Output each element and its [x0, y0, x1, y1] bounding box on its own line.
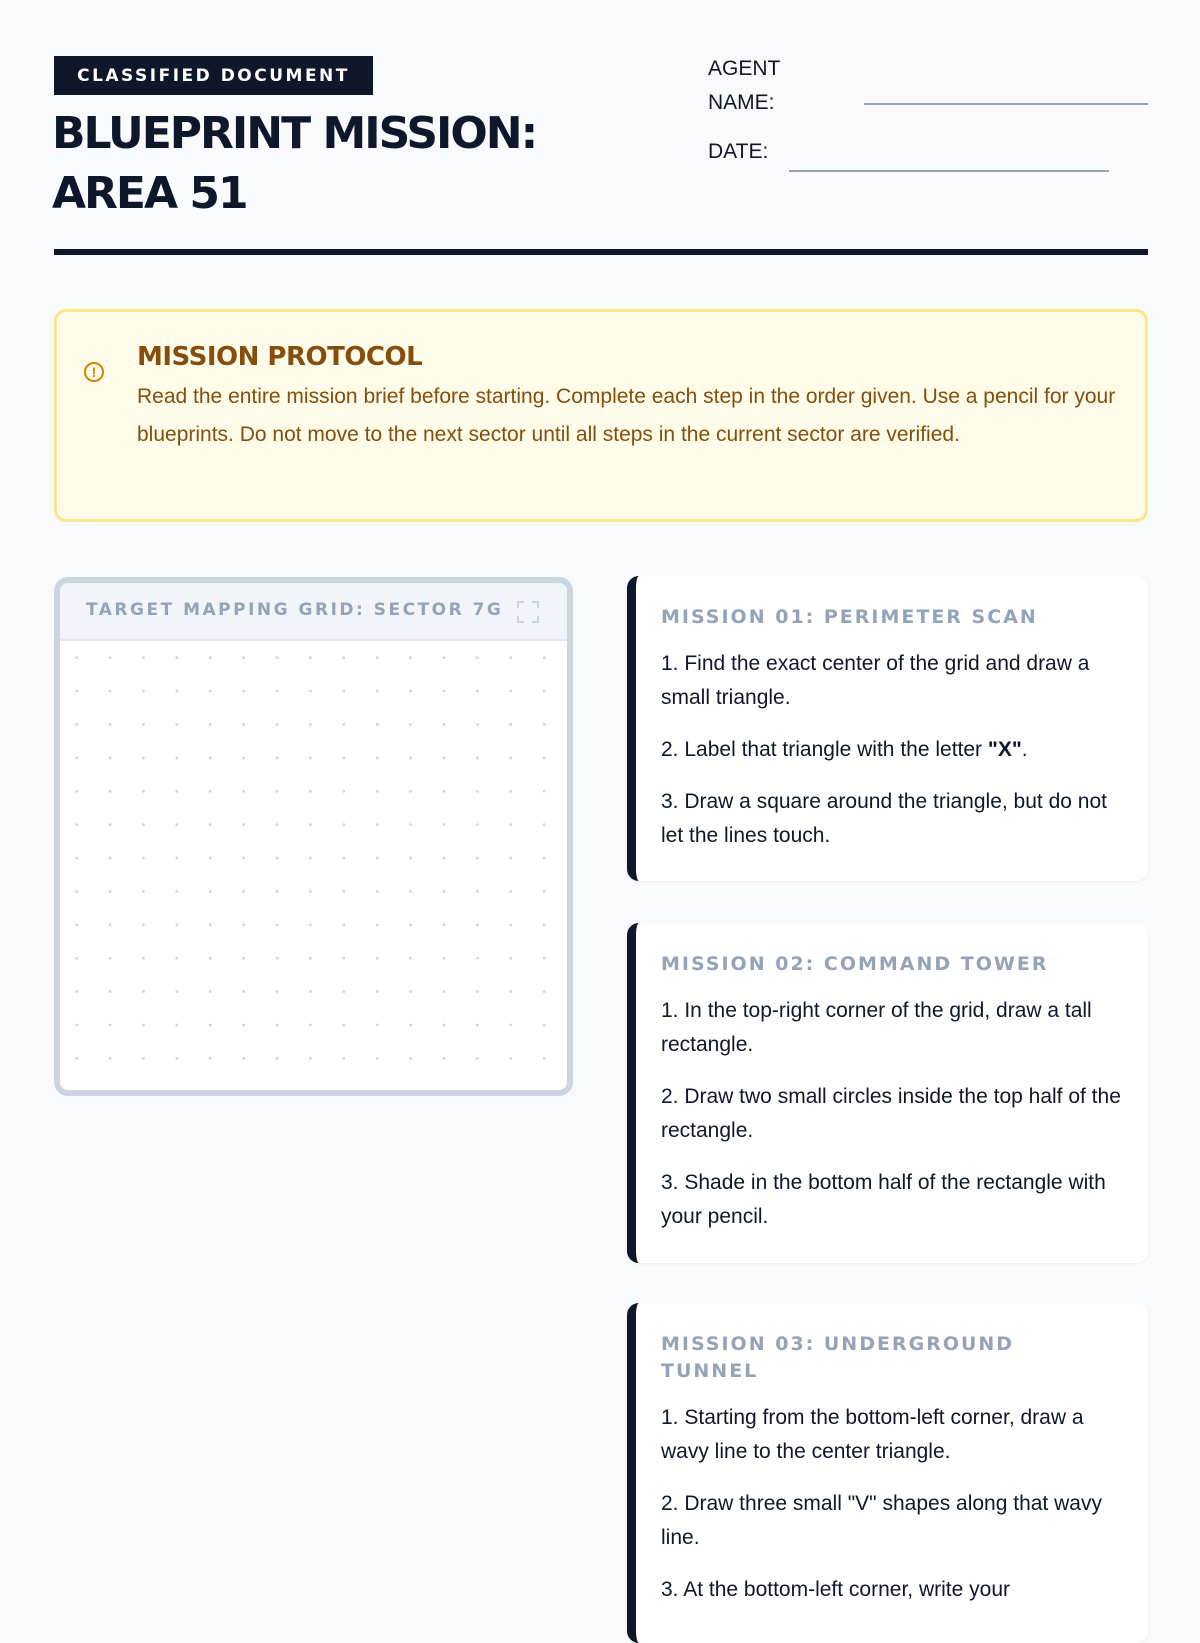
expand-icon[interactable] — [517, 601, 539, 623]
mission-step-text: 2. Label that triangle with the letter — [661, 738, 988, 761]
mission-card-02 — [627, 923, 1148, 1263]
target-mapping-grid — [54, 577, 573, 1096]
agent-name-label — [708, 52, 780, 120]
date-field[interactable] — [789, 170, 1109, 172]
mission-protocol-box — [54, 309, 1148, 522]
mission-step: 1. Find the exact center of the grid and draw a small triangle. — [661, 652, 1090, 709]
mission-title: MISSION 03: UNDERGROUND TUNNEL — [661, 1333, 1015, 1382]
classified-badge: CLASSIFIED DOCUMENT — [54, 56, 373, 95]
mission-step: 2. Draw two small circles inside the top half of the rectangle. — [661, 1085, 1121, 1142]
grid-header — [60, 583, 567, 641]
mission-step-text: . — [1021, 738, 1028, 761]
agent-name-label-line-2: NAME: — [708, 91, 775, 114]
mission-step: 2. Draw three small "V" shapes along that wavy line. — [661, 1492, 1102, 1549]
mission-card-03 — [627, 1303, 1148, 1643]
mission-step: 1. Starting from the bottom-left corner, draw a wavy line to the center triangle. — [661, 1406, 1084, 1463]
mission-step: 3. Shade in the bottom half of the rectangle with your pencil. — [661, 1171, 1106, 1228]
dot-grid[interactable] — [60, 641, 567, 1090]
mission-step — [661, 733, 1128, 767]
agent-name-label-line-1: AGENT — [708, 57, 781, 80]
agent-name-field[interactable] — [864, 103, 1148, 105]
mission-step: 3. Draw a square around the triangle, but do not let the lines touch. — [661, 790, 1107, 847]
mission-step-emphasis: "X" — [987, 738, 1022, 761]
protocol-title: MISSION PROTOCOL — [137, 342, 423, 372]
mission-title: MISSION 01: PERIMETER SCAN — [661, 606, 1038, 628]
page-title-line-1: BLUEPRINT MISSION: — [52, 108, 537, 159]
page-title-line-2: AREA 51 — [52, 168, 247, 219]
page-title — [52, 104, 652, 224]
mission-title: MISSION 02: COMMAND TOWER — [661, 953, 1049, 975]
mission-step: 3. At the bottom-left corner, write your — [661, 1578, 1010, 1601]
date-label: DATE: — [708, 140, 769, 163]
mission-card-01 — [627, 576, 1148, 881]
header-divider — [54, 249, 1148, 255]
protocol-text: Read the entire mission brief before starting. Complete each step in the order given. Use a pencil for your blueprints. Do not move to the next sector until all steps in the current sector are verified. — [137, 385, 1116, 446]
alert-circle-icon: ! — [84, 362, 104, 382]
grid-title: TARGET MAPPING GRID: SECTOR 7G — [86, 600, 504, 620]
mission-step: 1. In the top-right corner of the grid, draw a tall rectangle. — [661, 999, 1092, 1056]
